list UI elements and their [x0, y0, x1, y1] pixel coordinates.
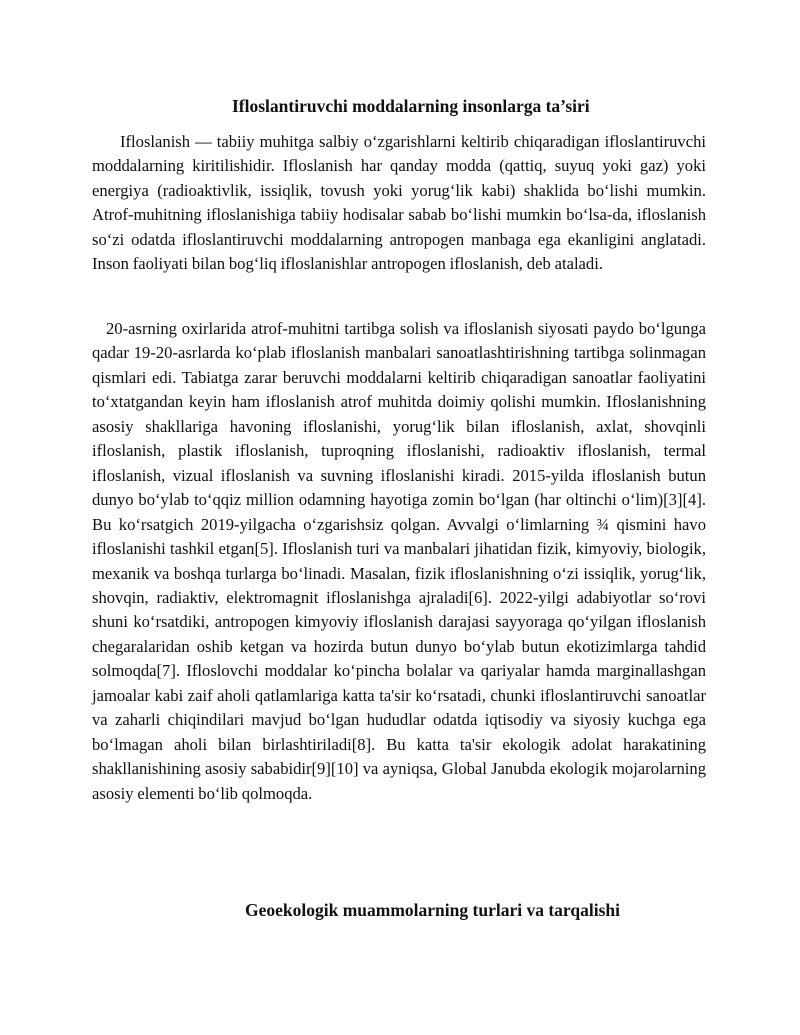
paragraph-pollution-history: 20-asrning oxirlarida atrof-muhitni tartibga solish va ifloslanish siyosati paydo boʻlgunga qadar 19-20-asrlarda koʻplab ifloslanish manbalari sanoatlashtirishning tartibga solinmagan qismlari edi. Tabiatga zarar beruvchi moddalarni keltirib chiqaradigan sanoatlar faoliyatini toʻxtatgandan keyin ham ifloslanish atrof muhitda doimiy qolishi mumkin. Ifloslanishning asosiy shakllariga havoning ifloslanishi, yorugʻlik bilan ifloslanish, axlat, shovqinli ifloslanish, plastik ifloslanish, tuproqning ifloslanishi, radioaktiv ifloslanish, termal ifloslanish, vizual ifloslanish va suvning ifloslanishi kiradi. 2015-yilda ifloslanish butun dunyo boʻylab toʻqqiz million odamning hayotiga zomin boʻlgan (har oltinchi oʻlim)[3][4]. Bu koʻrsatgich 2019-yilgacha oʻzgarishsiz qolgan. Avvalgi oʻlimlarning ¾ qismini havo ifloslanishi tashkil etgan[5]. Ifloslanish turi va manbalari jihatidan fizik, kimyoviy, biologik, mexanik va boshqa turlarga boʻlinadi. Masalan, fizik ifloslanishning oʻzi issiqlik, yorugʻlik, shovqin, radiaktiv, elektromagnit ifloslanishga ajraladi[6]. 2022-yilgi adabiyotlar soʻrovi shuni koʻrsatdiki, antropogen kimyoviy ifloslanish darajasi sayyoraga qoʻyilgan ifloslanish chegaralaridan oshib ketgan va hozirda butun dunyo boʻylab butun ekotizimlarga tahdid solmoqda[7]. Ifloslovchi moddalar koʻpincha bolalar va qariyalar hamda marginallashgan jamoalar kabi zaif aholi qatlamlariga katta ta'sir koʻrsatadi, chunki ifloslantiruvchi sanoatlar va zaharli chiqindilari mavjud boʻlgan hududlar odatda iqtisodiy va siyosiy kuchga ega boʻlmagan aholi bilan birlashtiriladi[8]. Bu katta ta'sir ekologik adolat harakatining shakllanishining asosiy sababidir[9][10] va ayniqsa, Global Janubda ekologik mojarolarning asosiy elementi boʻlib qolmoqda. — [92, 319, 706, 803]
document-title: Ifloslantiruvchi moddalarning insonlarga ta’siri — [232, 96, 590, 116]
section-heading: Geoekologik muammolarning turlari va tarqalishi — [245, 900, 620, 920]
paragraph-pollution-definition: Ifloslanish — tabiiy muhitga salbiy oʻzgarishlarni keltirib chiqaradigan ifloslantiruvchi moddalarning kiritilishidir. Ifloslanish har qanday modda (qattiq, suyuq yoki gaz) yoki energiya (radioaktivlik, issiqlik, tovush yoki yorugʻlik kabi) shaklida boʻlishi mumkin. Atrof-muhitning ifloslanishiga tabiiy hodisalar sabab boʻlishi mumkin boʻlsa-da, ifloslanish soʻzi odatda ifloslantiruvchi moddalarning antropogen manbaga ega ekanligini anglatadi. Inson faoliyati bilan bogʻliq ifloslanishlar antropogen ifloslanish, deb ataladi. — [92, 132, 706, 274]
